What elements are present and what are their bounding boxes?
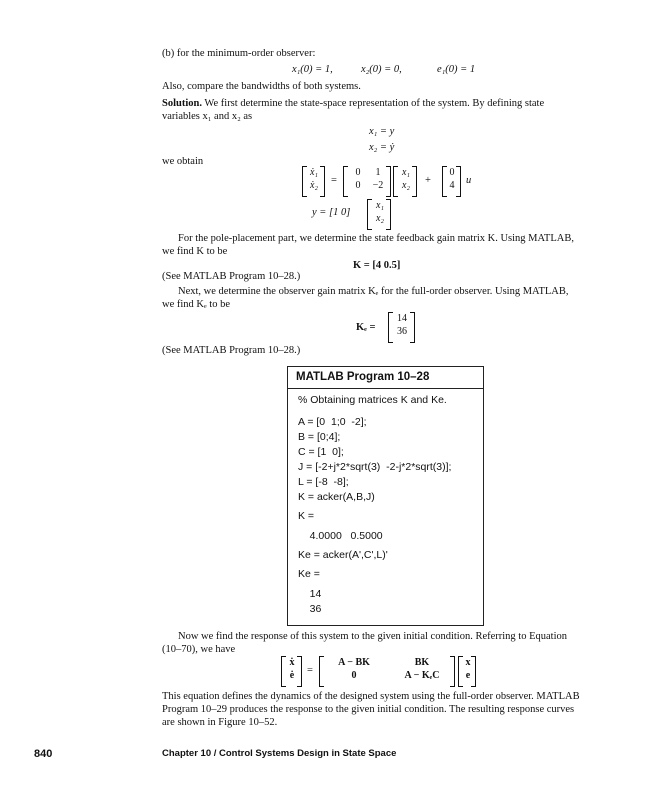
- dynamics-text-2: Program 10–29 produces the response to the given initial condition. The resulting response curves: [162, 704, 575, 715]
- code-line: B = [0;4];: [298, 431, 341, 443]
- x-2: x₂: [402, 180, 410, 191]
- M-21: 0: [351, 670, 357, 681]
- init-x2: x₂(0) = 0,: [361, 64, 402, 75]
- block-rhs-e: e: [465, 670, 471, 681]
- output-y: y = [1 0]: [312, 207, 351, 218]
- see-program-2: (See MATLAB Program 10–28.): [162, 345, 301, 356]
- block-rhs-x: x: [465, 657, 471, 668]
- response-text-1: Now we find the response of this system to the given initial condition. Referring to Equation: [178, 631, 568, 642]
- A-12: 1: [375, 167, 381, 178]
- block-lhs-e: ė: [289, 670, 295, 681]
- code-line: % Obtaining matrices K and Ke.: [298, 394, 447, 406]
- pole-text-2: we find K to be: [162, 246, 228, 257]
- matlab-program-title: MATLAB Program 10–28: [288, 367, 483, 389]
- state-def-x1: x₁ = y: [369, 126, 395, 137]
- input-u: u: [466, 175, 472, 186]
- next-text-1: Next, we determine the observer gain matrix Kₑ for the full-order observer. Using MATLAB,: [178, 286, 569, 297]
- Ke-1: 14: [397, 313, 407, 324]
- dynamics-text-3: are shown in Figure 10–52.: [162, 717, 278, 728]
- B-2: 4: [449, 180, 455, 191]
- code-line: Ke = acker(A',C',L)': [298, 549, 388, 561]
- Ke-label: Kₑ =: [356, 322, 376, 333]
- init-e1: e₁(0) = 1: [437, 64, 476, 75]
- code-line: K =: [298, 510, 315, 522]
- see-program-1: (See MATLAB Program 10–28.): [162, 271, 301, 282]
- code-line: 36: [298, 603, 322, 615]
- code-line: J = [-2+j*2*sqrt(3) -2-j*2*sqrt(3)];: [298, 461, 452, 473]
- response-text-2: (10–70), we have: [162, 644, 236, 655]
- A-21: 0: [355, 180, 361, 191]
- K-equation: K = [4 0.5]: [353, 260, 401, 271]
- part-b-text: (b) for the minimum-order observer:: [162, 48, 316, 59]
- chapter-footer: Chapter 10 / Control Systems Design in State Space: [162, 748, 397, 759]
- out-x2: x₂: [376, 213, 384, 224]
- compare-text: Also, compare the bandwidths of both systems.: [162, 81, 361, 92]
- state-def-x2: x₂ = ẏ: [369, 142, 395, 153]
- A-11: 0: [355, 167, 361, 178]
- dynamics-text-1: This equation defines the dynamics of the designed system using the full-order observer. MATLAB: [162, 691, 580, 702]
- page-number: 840: [34, 748, 53, 760]
- code-line: A = [0 1;0 -2];: [298, 416, 367, 428]
- code-line: 14: [298, 588, 322, 600]
- init-x1: x₁(0) = 1,: [292, 64, 333, 75]
- M-12: BK: [414, 657, 430, 668]
- solution-label: Solution.: [162, 98, 202, 109]
- code-line: K = acker(A,B,J): [298, 491, 375, 503]
- solution-text-2: variables x₁ and x₂ as: [162, 111, 253, 122]
- M-11: A − BK: [338, 657, 370, 668]
- block-eq-sign: =: [307, 665, 313, 676]
- code-line: 4.0000 0.5000: [298, 530, 383, 542]
- out-x1: x₁: [376, 200, 384, 211]
- we-obtain: we obtain: [162, 156, 204, 167]
- state-eq-sign: =: [331, 175, 337, 186]
- M-22: A − KₑC: [404, 670, 440, 681]
- matlab-program-box: [287, 366, 484, 626]
- B-1: 0: [449, 167, 455, 178]
- lhs-x1dot: ẋ₁: [310, 167, 318, 178]
- block-lhs-x: ẋ: [289, 657, 295, 668]
- code-line: C = [1 0];: [298, 446, 344, 458]
- solution-text-1: We first determine the state-space representation of the system. By defining state: [204, 98, 545, 109]
- next-text-2: we find Kₑ to be: [162, 299, 231, 310]
- pole-text-1: For the pole-placement part, we determine the state feedback gain matrix K. Using MATLAB,: [178, 233, 574, 244]
- Ke-2: 36: [397, 326, 407, 337]
- A-22: −2: [372, 180, 384, 191]
- plus-sign: +: [425, 175, 431, 186]
- solution-paragraph: [162, 97, 544, 110]
- code-line: Ke =: [298, 568, 320, 580]
- code-line: L = [-8 -8];: [298, 476, 349, 488]
- lhs-x2dot: ẋ₂: [310, 180, 318, 191]
- x-1: x₁: [402, 167, 410, 178]
